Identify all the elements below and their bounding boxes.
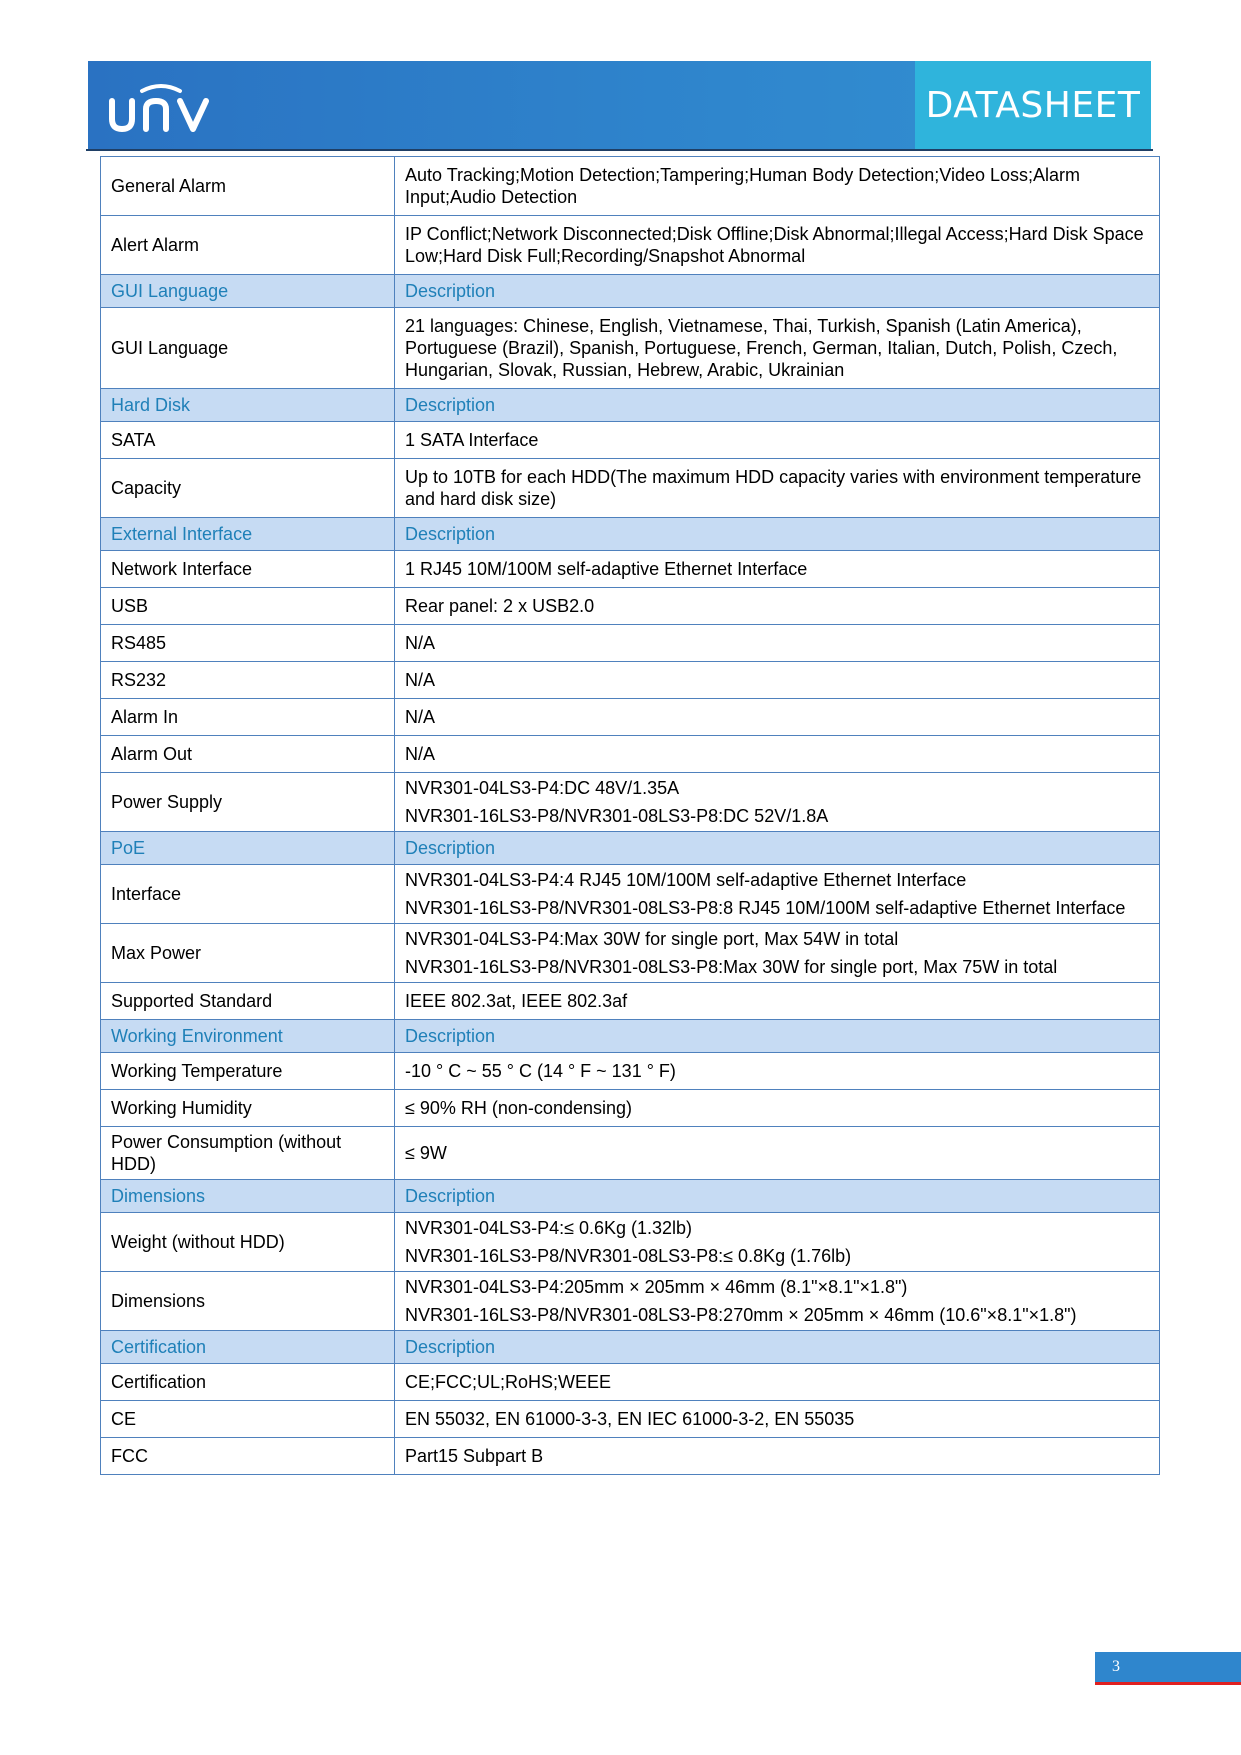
spec-label: Network Interface [101, 551, 395, 588]
spec-label: FCC [101, 1438, 395, 1475]
page-number-underline [1095, 1682, 1241, 1685]
spec-value-line: Up to 10TB for each HDD(The maximum HDD capacity varies with environment temperature and hard disk size) [405, 467, 1142, 509]
section-description-label: Description [395, 389, 1160, 422]
spec-value-line: NVR301-16LS3-P8/NVR301-08LS3-P8:Max 30W for single port, Max 75W in total [405, 957, 1058, 977]
spec-row [101, 924, 1160, 983]
unv-logo-icon [106, 79, 216, 137]
spec-value-line: Auto Tracking;Motion Detection;Tampering;Human Body Detection;Video Loss;Alarm Input;Audio Detection [405, 165, 1081, 207]
spec-value [395, 551, 1160, 588]
spec-row [101, 1401, 1160, 1438]
spec-value [395, 1090, 1160, 1127]
section-title: Dimensions [101, 1180, 395, 1213]
spec-value-line: -10 ° C ~ 55 ° C (14 ° F ~ 131 ° F) [405, 1061, 676, 1081]
spec-value-line: Rear panel: 2 x USB2.0 [405, 596, 595, 616]
spec-label: Alarm In [101, 699, 395, 736]
spec-value [395, 1438, 1160, 1475]
spec-row [101, 625, 1160, 662]
spec-label: CE [101, 1401, 395, 1438]
spec-label: Interface [101, 865, 395, 924]
spec-row [101, 1090, 1160, 1127]
spec-row [101, 662, 1160, 699]
spec-label: Capacity [101, 459, 395, 518]
spec-value-line: ≤ 9W [405, 1143, 447, 1163]
section-title: Working Environment [101, 1020, 395, 1053]
spec-value [395, 625, 1160, 662]
spec-label: General Alarm [101, 157, 395, 216]
spec-label: Power Consumption (without HDD) [101, 1127, 395, 1180]
section-header-row [101, 1180, 1160, 1213]
section-header-row [101, 275, 1160, 308]
section-description-label: Description [395, 275, 1160, 308]
spec-label: Supported Standard [101, 983, 395, 1020]
spec-label: GUI Language [101, 308, 395, 389]
spec-row [101, 699, 1160, 736]
spec-table [100, 156, 1160, 1475]
spec-label: Working Temperature [101, 1053, 395, 1090]
spec-row [101, 216, 1160, 275]
spec-value [395, 983, 1160, 1020]
datasheet-label: DATASHEET [925, 84, 1141, 126]
spec-value-line: 1 SATA Interface [405, 430, 539, 450]
section-description-label: Description [395, 1020, 1160, 1053]
datasheet-badge [915, 61, 1151, 149]
spec-value-line: N/A [405, 670, 436, 690]
section-description-label: Description [395, 1331, 1160, 1364]
spec-value [395, 736, 1160, 773]
spec-row [101, 1127, 1160, 1180]
section-header-row [101, 1331, 1160, 1364]
spec-row [101, 1272, 1160, 1331]
spec-row [101, 551, 1160, 588]
spec-value-line: N/A [405, 633, 436, 653]
section-title: Certification [101, 1331, 395, 1364]
spec-row [101, 1213, 1160, 1272]
spec-value-line: Part15 Subpart B [405, 1446, 544, 1466]
spec-value [395, 216, 1160, 275]
spec-value-line: NVR301-16LS3-P8/NVR301-08LS3-P8:DC 52V/1.8A [405, 806, 829, 826]
section-header-row [101, 832, 1160, 865]
spec-row [101, 157, 1160, 216]
spec-value [395, 588, 1160, 625]
spec-label: RS485 [101, 625, 395, 662]
section-description-label: Description [395, 518, 1160, 551]
spec-value-line: EN 55032, EN 61000-3-3, EN IEC 61000-3-2, EN 55035 [405, 1409, 855, 1429]
spec-label: RS232 [101, 662, 395, 699]
spec-value-line: NVR301-16LS3-P8/NVR301-08LS3-P8:8 RJ45 10M/100M self-adaptive Ethernet Interface [405, 898, 1126, 918]
spec-table-body [101, 157, 1160, 1475]
spec-value-line: NVR301-16LS3-P8/NVR301-08LS3-P8:270mm × 205mm × 46mm (10.6"×8.1"×1.8") [405, 1305, 1077, 1325]
spec-row [101, 308, 1160, 389]
spec-value-line: NVR301-04LS3-P4:Max 30W for single port, Max 54W in total [405, 929, 899, 949]
section-title: GUI Language [101, 275, 395, 308]
spec-value [395, 1127, 1160, 1180]
section-header-row [101, 518, 1160, 551]
spec-value-line: IP Conflict;Network Disconnected;Disk Offline;Disk Abnormal;Illegal Access;Hard Disk Space Low;Hard Disk Full;Recording/Snapshot Abnormal [405, 224, 1144, 266]
spec-value-line: NVR301-04LS3-P4:DC 48V/1.35A [405, 778, 680, 798]
spec-label: Max Power [101, 924, 395, 983]
spec-value [395, 1053, 1160, 1090]
spec-value-line: NVR301-04LS3-P4:205mm × 205mm × 46mm (8.1"×8.1"×1.8") [405, 1277, 908, 1297]
spec-value-line: 1 RJ45 10M/100M self-adaptive Ethernet Interface [405, 559, 808, 579]
spec-value [395, 422, 1160, 459]
spec-value-line: IEEE 802.3at, IEEE 802.3af [405, 991, 628, 1011]
section-description-label: Description [395, 1180, 1160, 1213]
spec-row [101, 459, 1160, 518]
spec-value [395, 157, 1160, 216]
spec-row [101, 736, 1160, 773]
spec-value-line: CE;FCC;UL;RoHS;WEEE [405, 1372, 612, 1392]
spec-label: Alert Alarm [101, 216, 395, 275]
spec-value-line: NVR301-04LS3-P4:≤ 0.6Kg (1.32lb) [405, 1218, 693, 1238]
spec-value [395, 699, 1160, 736]
spec-value-line: NVR301-16LS3-P8/NVR301-08LS3-P8:≤ 0.8Kg (1.76lb) [405, 1246, 852, 1266]
spec-value [395, 1364, 1160, 1401]
spec-row [101, 773, 1160, 832]
spec-value [395, 865, 1160, 924]
spec-value-line: ≤ 90% RH (non-condensing) [405, 1098, 632, 1118]
spec-value-line: N/A [405, 707, 436, 727]
section-title: PoE [101, 832, 395, 865]
page-number: 3 [1095, 1652, 1241, 1682]
spec-row [101, 865, 1160, 924]
section-description-label: Description [395, 832, 1160, 865]
spec-value [395, 924, 1160, 983]
spec-value [395, 773, 1160, 832]
spec-label: USB [101, 588, 395, 625]
spec-row [101, 1053, 1160, 1090]
spec-value [395, 662, 1160, 699]
section-header-row [101, 389, 1160, 422]
section-title: External Interface [101, 518, 395, 551]
spec-value [395, 1213, 1160, 1272]
spec-label: Working Humidity [101, 1090, 395, 1127]
spec-label: Weight (without HDD) [101, 1213, 395, 1272]
spec-row [101, 1438, 1160, 1475]
spec-label: Power Supply [101, 773, 395, 832]
spec-row [101, 1364, 1160, 1401]
spec-value-line: N/A [405, 744, 436, 764]
header-divider [86, 149, 1153, 151]
spec-row [101, 983, 1160, 1020]
unv-logo [106, 79, 216, 137]
spec-label: SATA [101, 422, 395, 459]
spec-value [395, 459, 1160, 518]
spec-value [395, 308, 1160, 389]
spec-value [395, 1401, 1160, 1438]
spec-value-line: NVR301-04LS3-P4:4 RJ45 10M/100M self-adaptive Ethernet Interface [405, 870, 967, 890]
spec-row [101, 422, 1160, 459]
section-title: Hard Disk [101, 389, 395, 422]
spec-row [101, 588, 1160, 625]
spec-value [395, 1272, 1160, 1331]
header-banner [88, 61, 1151, 149]
section-header-row [101, 1020, 1160, 1053]
spec-value-line: 21 languages: Chinese, English, Vietnamese, Thai, Turkish, Spanish (Latin America), Portuguese (Brazil), Spanish, Portuguese, French, German, Italian, Dutch, Polish, Czech, Hungarian, Slovak, Russian, Hebrew, Arabic, Ukrainian [405, 316, 1118, 380]
spec-label: Alarm Out [101, 736, 395, 773]
spec-label: Certification [101, 1364, 395, 1401]
spec-label: Dimensions [101, 1272, 395, 1331]
